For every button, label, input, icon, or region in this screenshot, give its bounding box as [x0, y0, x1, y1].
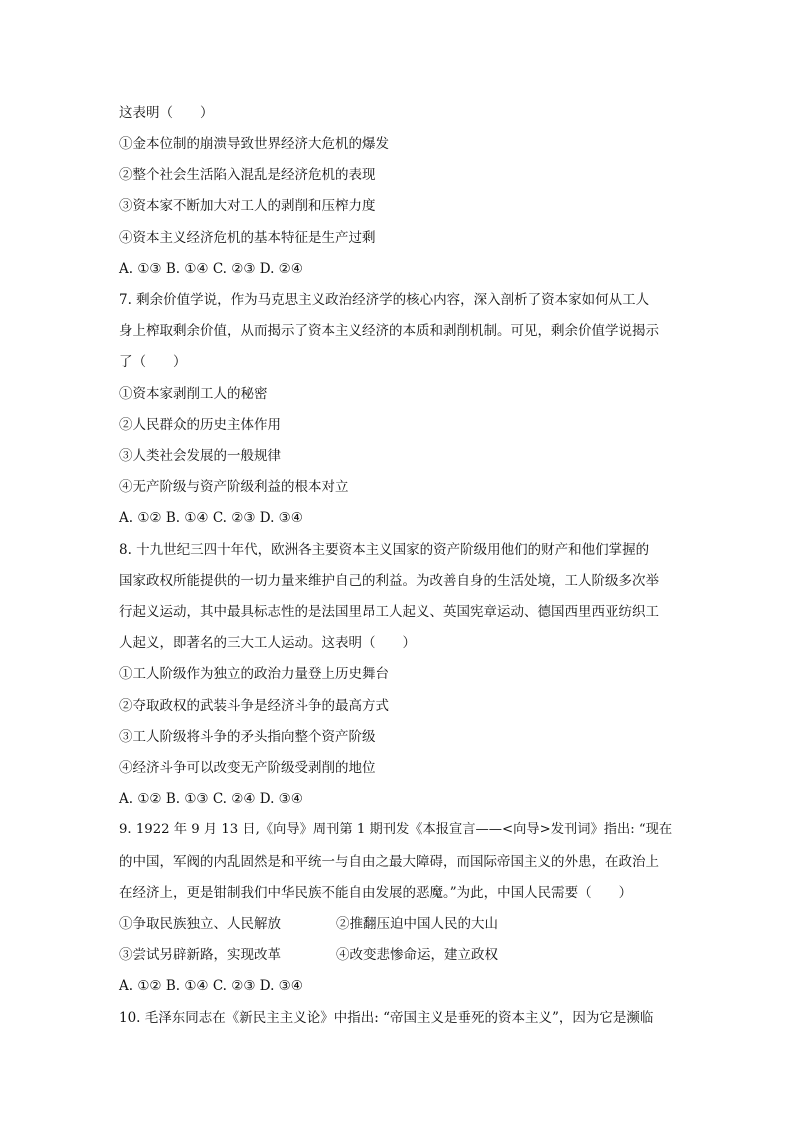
q8-option-3: ③工人阶级将斗争的矛头指向整个资产阶级 — [119, 729, 376, 745]
q8-stem-line-1: 8. 十九世纪三四十年代，欧洲各主要资本主义国家的资产阶级用他们的财产和他们掌握的 — [119, 542, 650, 558]
q8-stem-line-2: 国家政权所能提供的一切力量来维护自己的利益。为改善自身的生活处境，工人阶级多次举 — [119, 573, 659, 589]
option-1: ①金本位制的崩溃导致世界经济大危机的爆发 — [119, 136, 389, 152]
q8-option-2: ②夺取政权的武装斗争是经济斗争的最高方式 — [119, 698, 389, 714]
q9-stem-line-2: 的中国，军阀的内乱固然是和平统一与自由之最大障碍，而国际帝国主义的外患，在政治上 — [119, 854, 659, 870]
q10-stem-line-1: 10. 毛泽东同志在《新民主主义论》中指出: “帝国主义是垂死的资本主义”，因为它是濒临 — [119, 1010, 654, 1026]
q9-stem-line-1: 9. 1922 年 9 月 13 日,《向导》周刊第 1 期刊发《本报宣言——<向导>发刊词》指出: “现在 — [119, 822, 673, 837]
q9-option-4: ④改变悲惨命运，建立政权 — [336, 947, 498, 963]
q7-option-1: ①资本家剥削工人的秘密 — [119, 386, 268, 402]
q7-option-4: ④无产阶级与资产阶级利益的根本对立 — [119, 479, 349, 495]
q8-stem-line-3: 行起义运动，其中最具标志性的是法国里昂工人起义、英国宪章运动、德国西里西亚纺织工 — [119, 604, 659, 620]
q7-answer-choices: A. ①② B. ①④ C. ②③ D. ③④ — [119, 510, 303, 526]
q8-option-4: ④经济斗争可以改变无产阶级受剥削的地位 — [119, 760, 376, 776]
q9-answer-choices: A. ①② B. ①④ C. ②③ D. ③④ — [119, 978, 303, 994]
q7-stem-line-3: 了（ ） — [119, 354, 187, 370]
q7-option-2: ②人民群众的历史主体作用 — [119, 417, 281, 433]
question-stem-tail: 这表明（ ） — [119, 105, 214, 121]
option-4: ④资本主义经济危机的基本特征是生产过剩 — [119, 230, 376, 246]
q9-option-3: ③尝试另辟新路，实现改革 — [119, 947, 281, 963]
q8-answer-choices: A. ①② B. ①③ C. ②④ D. ③④ — [119, 791, 303, 807]
answer-choices: A. ①③ B. ①④ C. ②③ D. ②④ — [119, 261, 303, 277]
q7-stem-line-2: 身上榨取剩余价值，从而揭示了资本主义经济的本质和剥削机制。可见，剩余价值学说揭示 — [119, 323, 659, 339]
q9-option-2: ②推翻压迫中国人民的大山 — [336, 916, 498, 932]
q7-stem-line-1: 7. 剩余价值学说，作为马克思主义政治经济学的核心内容，深入剖析了资本家如何从工人 — [119, 292, 650, 308]
option-3: ③资本家不断加大对工人的剥削和压榨力度 — [119, 198, 376, 214]
q7-option-3: ③人类社会发展的一般规律 — [119, 448, 281, 464]
q9-option-1: ①争取民族独立、人民解放 — [119, 916, 281, 932]
option-2: ②整个社会生活陷入混乱是经济危机的表现 — [119, 167, 376, 183]
q9-stem-line-3: 在经济上，更是钳制我们中华民族不能自由发展的恶魔。”为此，中国人民需要（ ） — [119, 885, 633, 901]
q8-stem-line-4: 人起义，即著名的三大工人运动。这表明（ ） — [119, 635, 416, 651]
q8-option-1: ①工人阶级作为独立的政治力量登上历史舞台 — [119, 666, 389, 682]
